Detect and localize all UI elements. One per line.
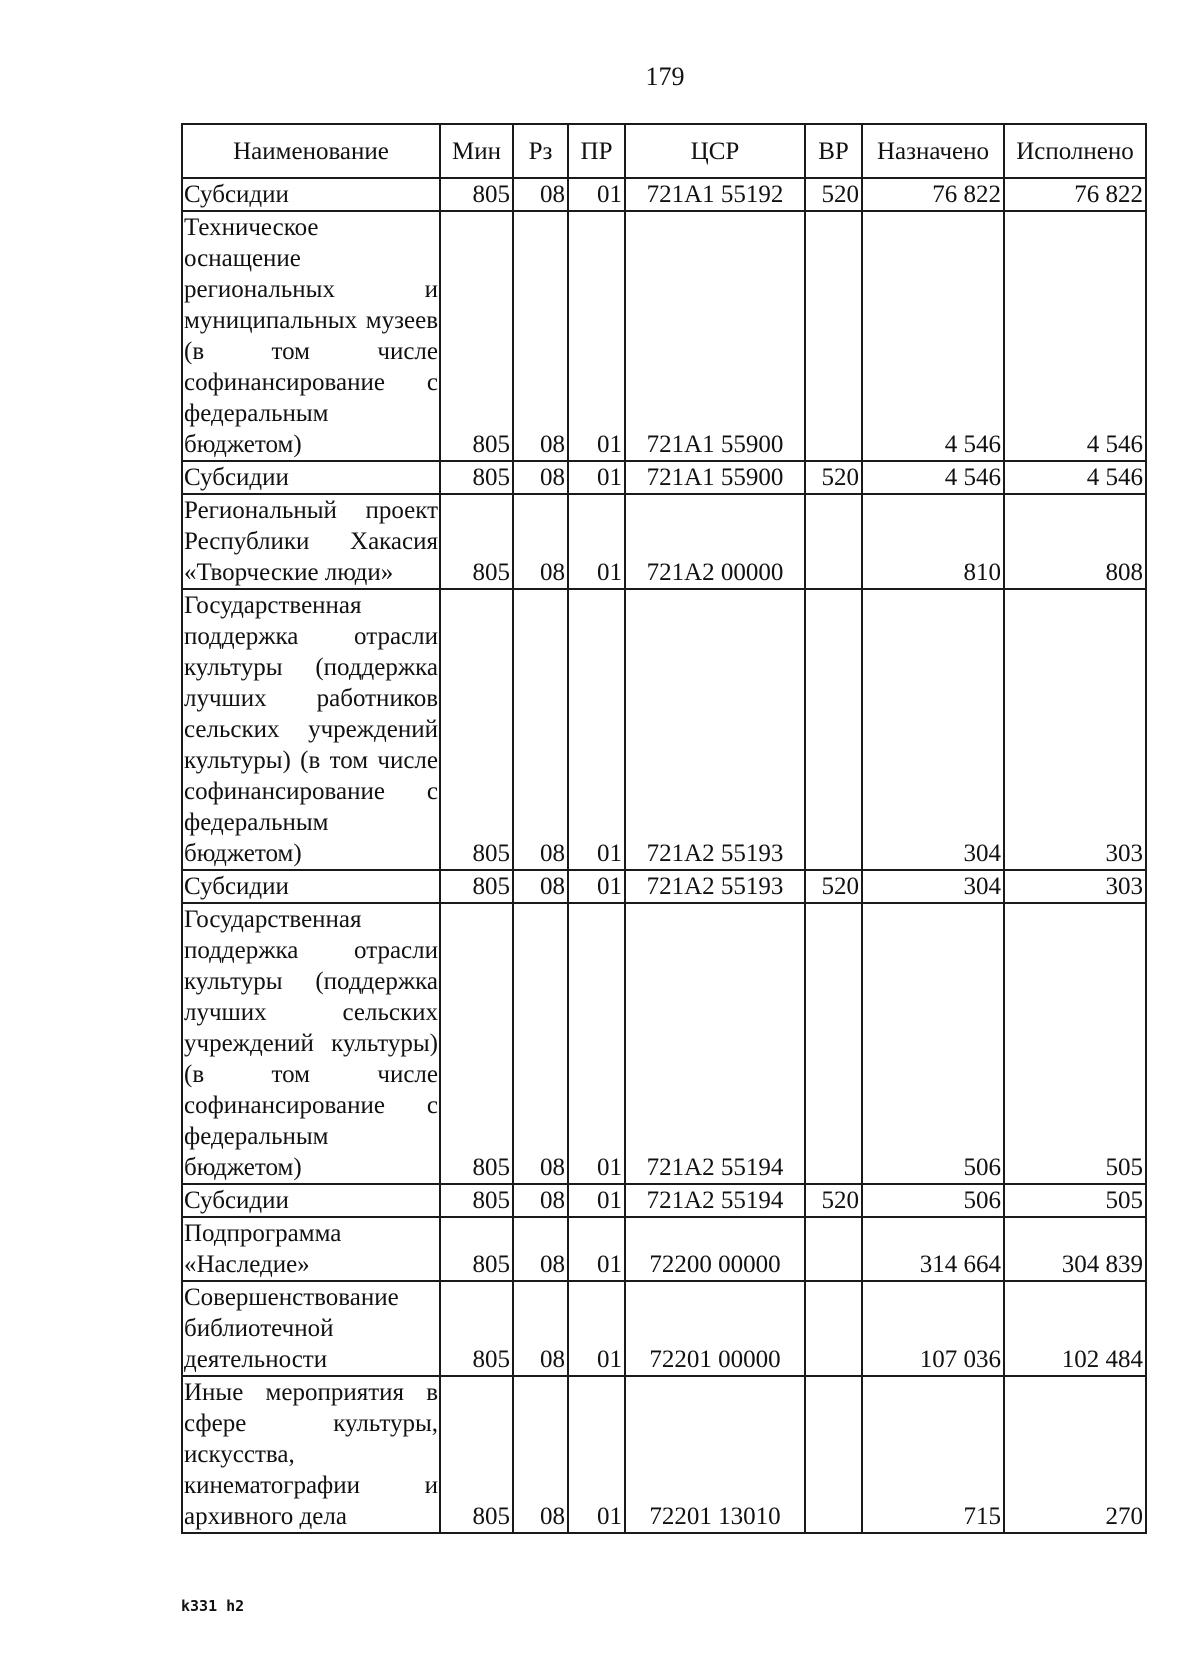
row-min-cell: 805 bbox=[440, 178, 513, 211]
row-name-cell: Техническое оснащение региональных и муниципальных музеев (в том числе софинансирование с федеральным бюджетом) bbox=[182, 211, 440, 461]
row-executed-cell: 304 839 bbox=[1004, 1217, 1146, 1281]
row-name-cell: Субсидии bbox=[182, 1184, 440, 1217]
table-row bbox=[182, 870, 1146, 903]
row-csr-cell: 72200 00000 bbox=[625, 1217, 805, 1281]
row-rz-cell: 08 bbox=[513, 870, 568, 903]
row-pr-cell: 01 bbox=[568, 589, 625, 870]
row-assigned-cell: 506 bbox=[862, 903, 1004, 1184]
table-row bbox=[182, 1376, 1146, 1533]
row-name-cell: Региональный проект Республики Хакасия «Творческие люди» bbox=[182, 494, 440, 589]
row-csr-cell: 721A2 55194 bbox=[625, 1184, 805, 1217]
row-min-cell: 805 bbox=[440, 1217, 513, 1281]
row-pr-cell: 01 bbox=[568, 178, 625, 211]
row-executed-cell: 76 822 bbox=[1004, 178, 1146, 211]
row-assigned-cell: 76 822 bbox=[862, 178, 1004, 211]
row-min-cell: 805 bbox=[440, 903, 513, 1184]
row-csr-cell: 721A2 55194 bbox=[625, 903, 805, 1184]
header-executed: Исполнено bbox=[1004, 124, 1146, 178]
row-csr-cell: 721A1 55900 bbox=[625, 461, 805, 494]
row-vr-cell bbox=[805, 903, 862, 1184]
header-pr: ПР bbox=[568, 124, 625, 178]
row-rz-cell: 08 bbox=[513, 903, 568, 1184]
row-rz-cell: 08 bbox=[513, 1184, 568, 1217]
row-pr-cell: 01 bbox=[568, 211, 625, 461]
table-row bbox=[182, 1281, 1146, 1376]
row-csr-cell: 721A2 55193 bbox=[625, 870, 805, 903]
row-min-cell: 805 bbox=[440, 1281, 513, 1376]
budget-table bbox=[181, 123, 1147, 1534]
header-assigned: Назначено bbox=[862, 124, 1004, 178]
table-row bbox=[182, 461, 1146, 494]
row-csr-cell: 72201 13010 bbox=[625, 1376, 805, 1533]
table-row bbox=[182, 1184, 1146, 1217]
row-pr-cell: 01 bbox=[568, 494, 625, 589]
row-csr-cell: 72201 00000 bbox=[625, 1281, 805, 1376]
row-pr-cell: 01 bbox=[568, 870, 625, 903]
row-executed-cell: 102 484 bbox=[1004, 1281, 1146, 1376]
row-vr-cell bbox=[805, 589, 862, 870]
row-assigned-cell: 304 bbox=[862, 870, 1004, 903]
row-vr-cell: 520 bbox=[805, 870, 862, 903]
row-min-cell: 805 bbox=[440, 1376, 513, 1533]
row-pr-cell: 01 bbox=[568, 903, 625, 1184]
row-assigned-cell: 4 546 bbox=[862, 461, 1004, 494]
row-executed-cell: 808 bbox=[1004, 494, 1146, 589]
footer-code: k331 h2 bbox=[181, 1597, 245, 1615]
row-rz-cell: 08 bbox=[513, 1217, 568, 1281]
row-assigned-cell: 304 bbox=[862, 589, 1004, 870]
table-row bbox=[182, 178, 1146, 211]
table-row bbox=[182, 903, 1146, 1184]
row-name-cell: Субсидии bbox=[182, 870, 440, 903]
row-pr-cell: 01 bbox=[568, 461, 625, 494]
row-vr-cell: 520 bbox=[805, 178, 862, 211]
row-rz-cell: 08 bbox=[513, 211, 568, 461]
row-pr-cell: 01 bbox=[568, 1184, 625, 1217]
table-row bbox=[182, 494, 1146, 589]
row-executed-cell: 303 bbox=[1004, 870, 1146, 903]
row-name-cell: Субсидии bbox=[182, 461, 440, 494]
row-rz-cell: 08 bbox=[513, 1376, 568, 1533]
row-csr-cell: 721A2 55193 bbox=[625, 589, 805, 870]
row-min-cell: 805 bbox=[440, 870, 513, 903]
row-name-cell: Совершенствование библиотечной деятельности bbox=[182, 1281, 440, 1376]
row-min-cell: 805 bbox=[440, 589, 513, 870]
row-vr-cell bbox=[805, 494, 862, 589]
header-csr: ЦСР bbox=[625, 124, 805, 178]
row-rz-cell: 08 bbox=[513, 494, 568, 589]
header-name: Наименование bbox=[182, 124, 440, 178]
row-name-cell: Субсидии bbox=[182, 178, 440, 211]
row-executed-cell: 505 bbox=[1004, 903, 1146, 1184]
row-vr-cell bbox=[805, 1281, 862, 1376]
row-executed-cell: 4 546 bbox=[1004, 461, 1146, 494]
row-pr-cell: 01 bbox=[568, 1281, 625, 1376]
row-executed-cell: 303 bbox=[1004, 589, 1146, 870]
row-min-cell: 805 bbox=[440, 494, 513, 589]
table-row bbox=[182, 1217, 1146, 1281]
row-csr-cell: 721A1 55192 bbox=[625, 178, 805, 211]
page-number: 179 bbox=[645, 62, 685, 91]
row-rz-cell: 08 bbox=[513, 1281, 568, 1376]
row-min-cell: 805 bbox=[440, 461, 513, 494]
table-row bbox=[182, 211, 1146, 461]
row-vr-cell: 520 bbox=[805, 1184, 862, 1217]
table-header-row bbox=[182, 124, 1146, 178]
row-name-cell: Иные мероприятия в сфере культуры, искусства, кинематографии и архивного дела bbox=[182, 1376, 440, 1533]
row-assigned-cell: 4 546 bbox=[862, 211, 1004, 461]
header-vr: ВР bbox=[805, 124, 862, 178]
row-assigned-cell: 810 bbox=[862, 494, 1004, 589]
row-name-cell: Государственная поддержка отрасли культуры (поддержка лучших сельских учреждений культуры) (в том числе софинансирование с федеральным бюджетом) bbox=[182, 903, 440, 1184]
row-rz-cell: 08 bbox=[513, 589, 568, 870]
header-rz: Рз bbox=[513, 124, 568, 178]
row-assigned-cell: 715 bbox=[862, 1376, 1004, 1533]
row-pr-cell: 01 bbox=[568, 1376, 625, 1533]
row-csr-cell: 721A2 00000 bbox=[625, 494, 805, 589]
row-assigned-cell: 314 664 bbox=[862, 1217, 1004, 1281]
table-row bbox=[182, 589, 1146, 870]
row-vr-cell: 520 bbox=[805, 461, 862, 494]
row-executed-cell: 4 546 bbox=[1004, 211, 1146, 461]
row-assigned-cell: 107 036 bbox=[862, 1281, 1004, 1376]
row-vr-cell bbox=[805, 1376, 862, 1533]
row-min-cell: 805 bbox=[440, 211, 513, 461]
row-rz-cell: 08 bbox=[513, 178, 568, 211]
row-assigned-cell: 506 bbox=[862, 1184, 1004, 1217]
row-vr-cell bbox=[805, 211, 862, 461]
row-pr-cell: 01 bbox=[568, 1217, 625, 1281]
row-executed-cell: 270 bbox=[1004, 1376, 1146, 1533]
row-vr-cell bbox=[805, 1217, 862, 1281]
row-name-cell: Государственная поддержка отрасли культуры (поддержка лучших работников сельских учреждений культуры) (в том числе софинансирование с федеральным бюджетом) bbox=[182, 589, 440, 870]
row-name-cell: Подпрограмма «Наследие» bbox=[182, 1217, 440, 1281]
row-rz-cell: 08 bbox=[513, 461, 568, 494]
row-csr-cell: 721A1 55900 bbox=[625, 211, 805, 461]
row-min-cell: 805 bbox=[440, 1184, 513, 1217]
row-executed-cell: 505 bbox=[1004, 1184, 1146, 1217]
header-min: Мин bbox=[440, 124, 513, 178]
